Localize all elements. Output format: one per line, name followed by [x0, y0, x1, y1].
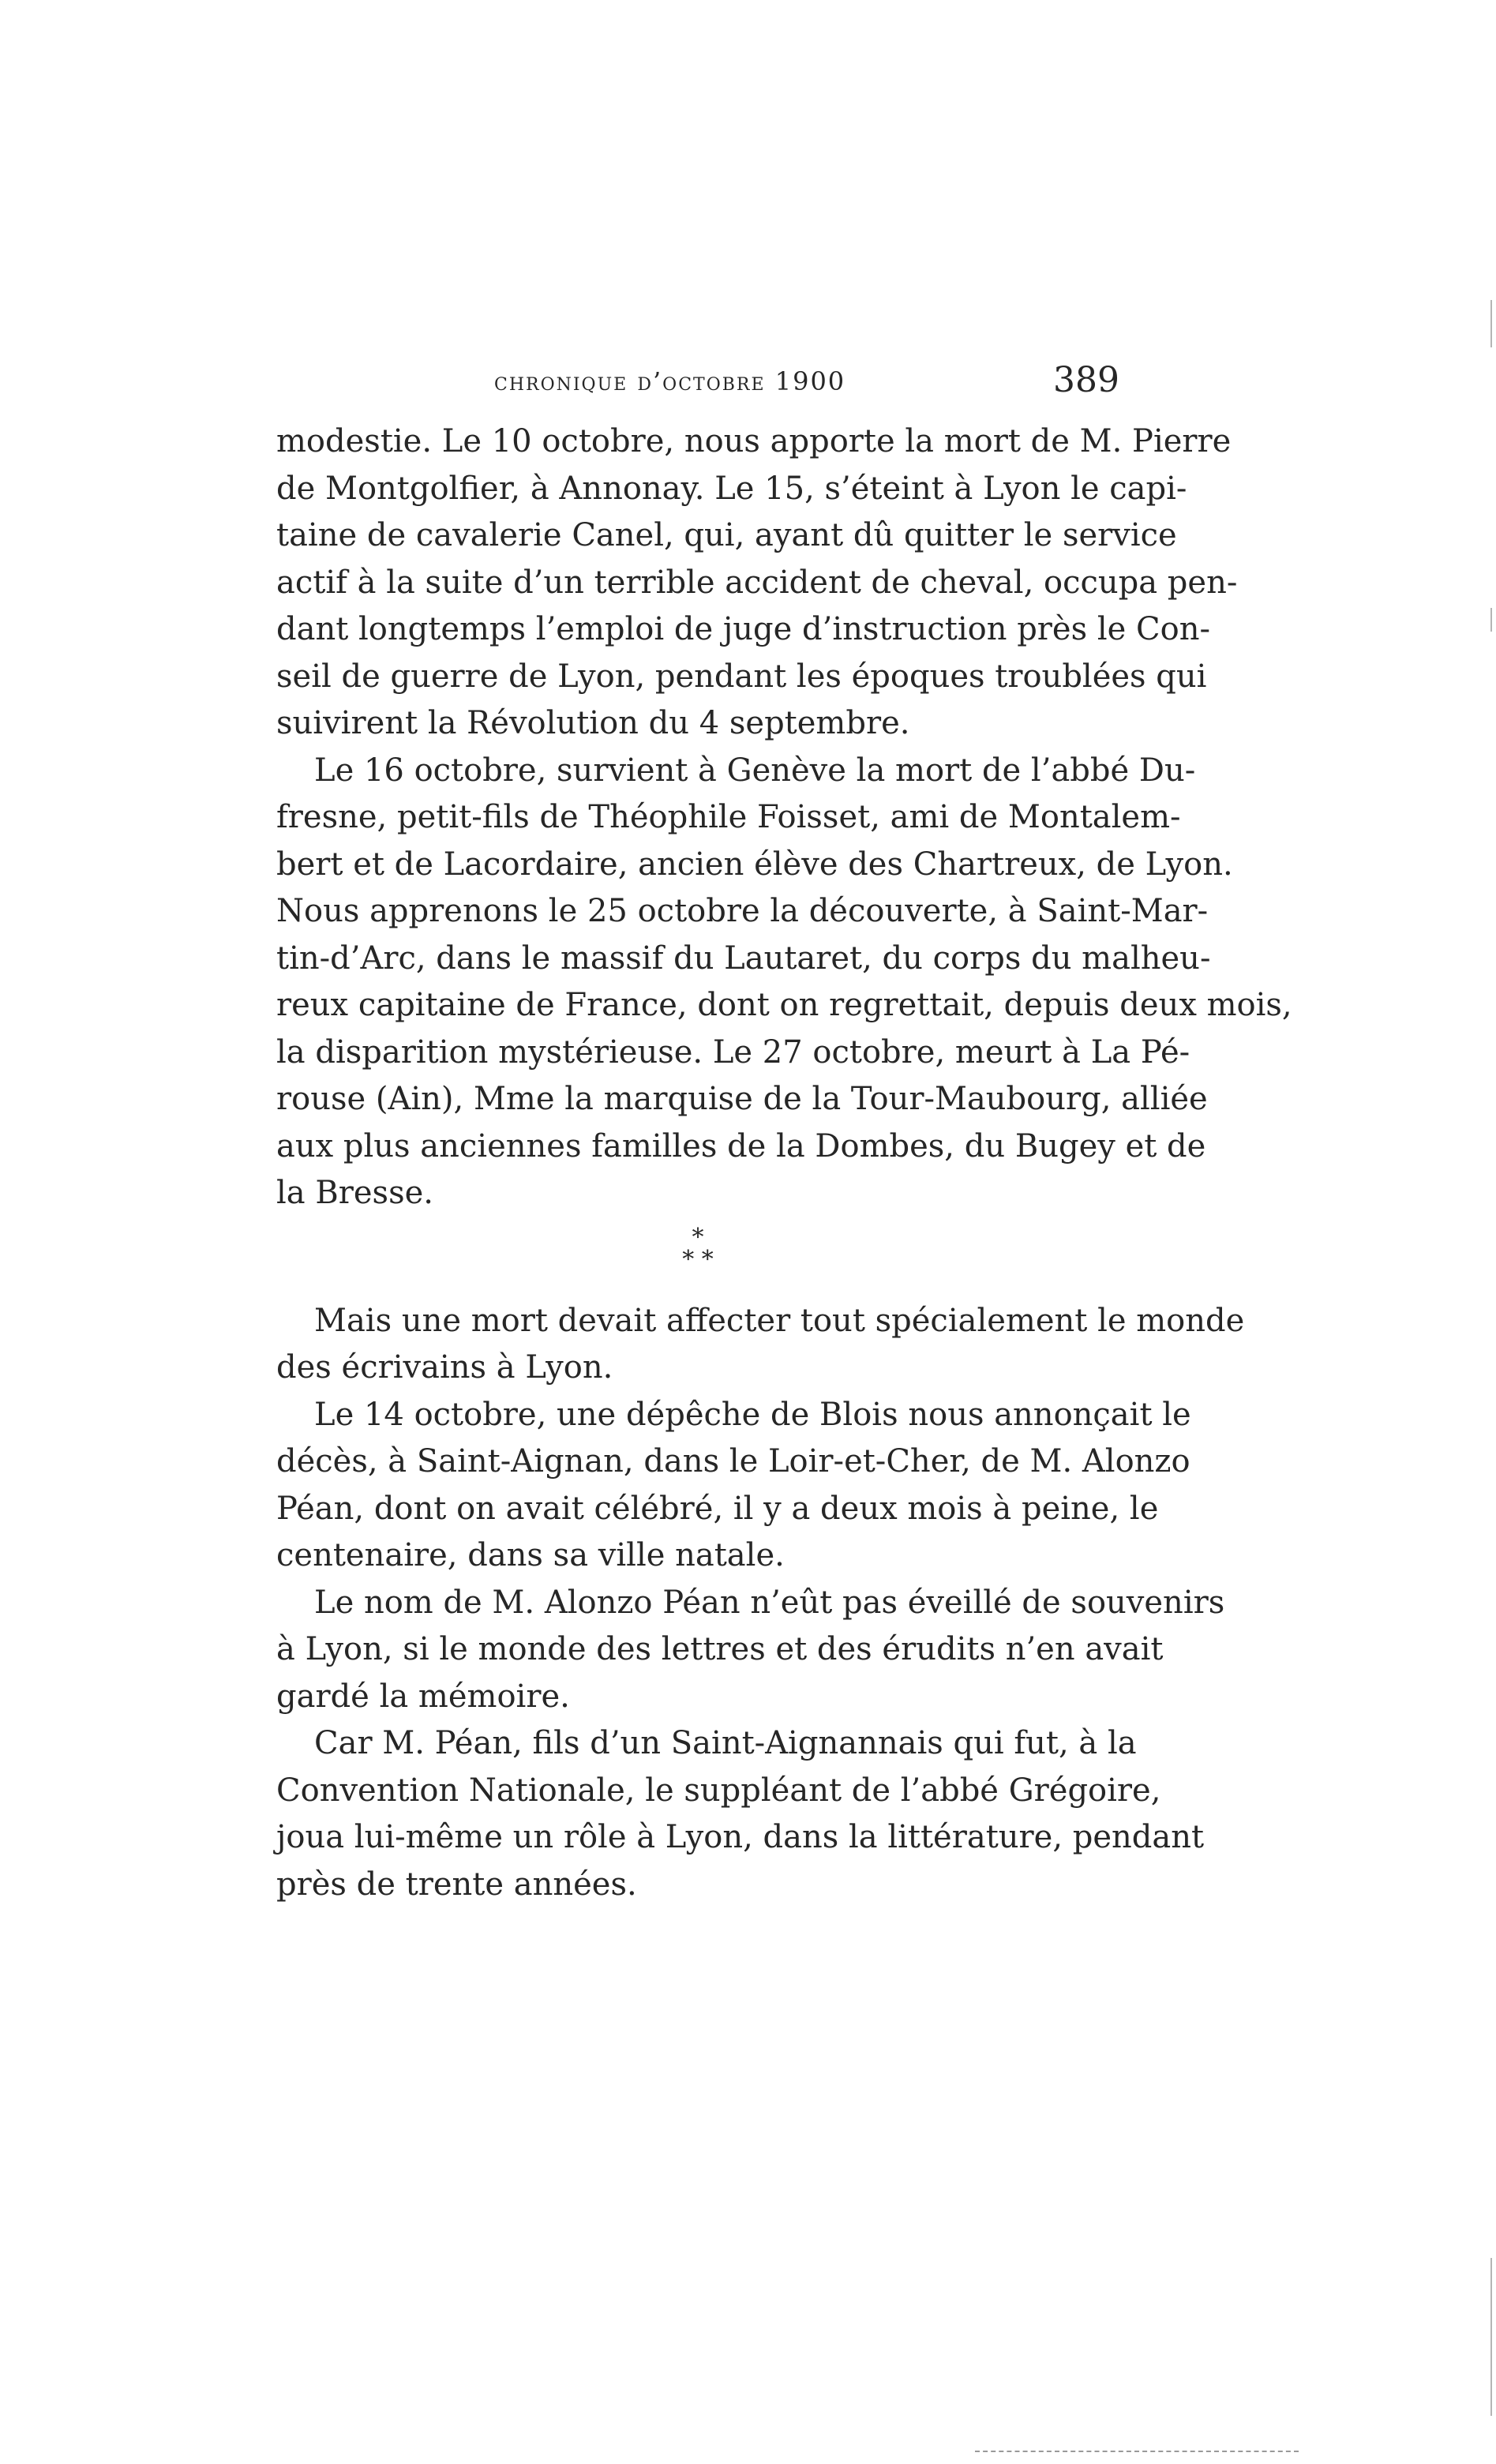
text-line: de Montgolfier, à Annonay. Le 15, s’éteint à Lyon le capi-	[276, 470, 1187, 507]
text-line: décès, à Saint-Aignan, dans le Loir-et-Cher, de M. Alonzo	[276, 1443, 1190, 1480]
scan-edge-mark	[1490, 2258, 1492, 2416]
text-line: suivirent la Révolution du 4 septembre.	[276, 705, 910, 741]
text-line: près de trente années.	[276, 1866, 637, 1903]
separator-star-top: *	[692, 1223, 704, 1251]
text-line: à Lyon, si le monde des lettres et des érudits n’en avait	[276, 1631, 1164, 1667]
text-line: Le 14 octobre, une dépêche de Blois nous annonçait le	[314, 1396, 1191, 1433]
paragraph-4	[276, 1392, 1191, 1580]
paragraph-1	[276, 418, 1238, 748]
text-line: des écrivains à Lyon.	[276, 1349, 613, 1386]
text-line: la disparition mystérieuse. Le 27 octobre, meurt à La Pé-	[276, 1033, 1190, 1071]
paragraph-3	[276, 1298, 1245, 1392]
text-line: Nous apprenons le 25 octobre la découverte, à Saint-Mar-	[276, 893, 1209, 929]
text-line: tin-d’Arc, dans le massif du Lautaret, du corps du malheu-	[276, 939, 1211, 977]
section-separator	[276, 1223, 1119, 1282]
text-line: bert et de Lacordaire, ancien élève des Chartreux, de Lyon.	[276, 846, 1233, 883]
separator-star-bottom: * *	[682, 1245, 714, 1273]
text-line: reux capitaine de France, dont on regrettait, depuis deux mois,	[276, 987, 1292, 1023]
page-number: 389	[1053, 360, 1119, 400]
page-header	[276, 360, 1119, 407]
text-line: centenaire, dans sa ville natale.	[276, 1537, 785, 1573]
text-line: actif à la suite d’un terrible accident de cheval, occupa pen-	[276, 564, 1238, 601]
paragraph-2	[276, 748, 1292, 1217]
text-line: Car M. Péan, fils d’un Saint-Aignannais qui fut, à la	[314, 1725, 1137, 1761]
body-text	[276, 418, 1292, 1908]
text-line: modestie. Le 10 octobre, nous apporte la mort de M. Pierre	[276, 423, 1232, 459]
text-line: Péan, dont on avait célébré, il y a deux mois à peine, le	[276, 1490, 1159, 1527]
text-line: aux plus anciennes familles de la Dombes, du Bugey et de	[276, 1127, 1206, 1164]
scan-edge-mark	[1490, 608, 1492, 632]
text-line: Le nom de M. Alonzo Péan n’eût pas éveillé de souvenirs	[314, 1584, 1225, 1621]
text-line: Mais une mort devait affecter tout spécialement le monde	[314, 1302, 1245, 1339]
text-line: joua lui-même un rôle à Lyon, dans la littérature, pendant	[276, 1819, 1205, 1855]
paragraph-5	[276, 1580, 1225, 1721]
running-head: chronique d’octobre 1900	[494, 366, 846, 396]
text-line: dant longtemps l’emploi de juge d’instruction près le Con-	[276, 611, 1210, 647]
scan-edge-rule	[975, 2451, 1299, 2452]
text-line: rouse (Ain), Mme la marquise de la Tour-Maubourg, alliée	[276, 1081, 1208, 1117]
text-line: Convention Nationale, le suppléant de l’abbé Grégoire,	[276, 1772, 1161, 1809]
text-line: Le 16 octobre, survient à Genève la mort de l’abbé Du-	[314, 752, 1196, 789]
text-line: la Bresse.	[276, 1175, 433, 1211]
paragraph-6	[276, 1720, 1205, 1908]
text-line: fresne, petit-fils de Théophile Foisset, ami de Montalem-	[276, 799, 1181, 835]
text-line: taine de cavalerie Canel, qui, ayant dû quitter le service	[276, 517, 1177, 553]
text-line: gardé la mémoire.	[276, 1678, 570, 1715]
text-line: seil de guerre de Lyon, pendant les époques troublées qui	[276, 658, 1207, 695]
scan-edge-mark	[1490, 300, 1492, 347]
